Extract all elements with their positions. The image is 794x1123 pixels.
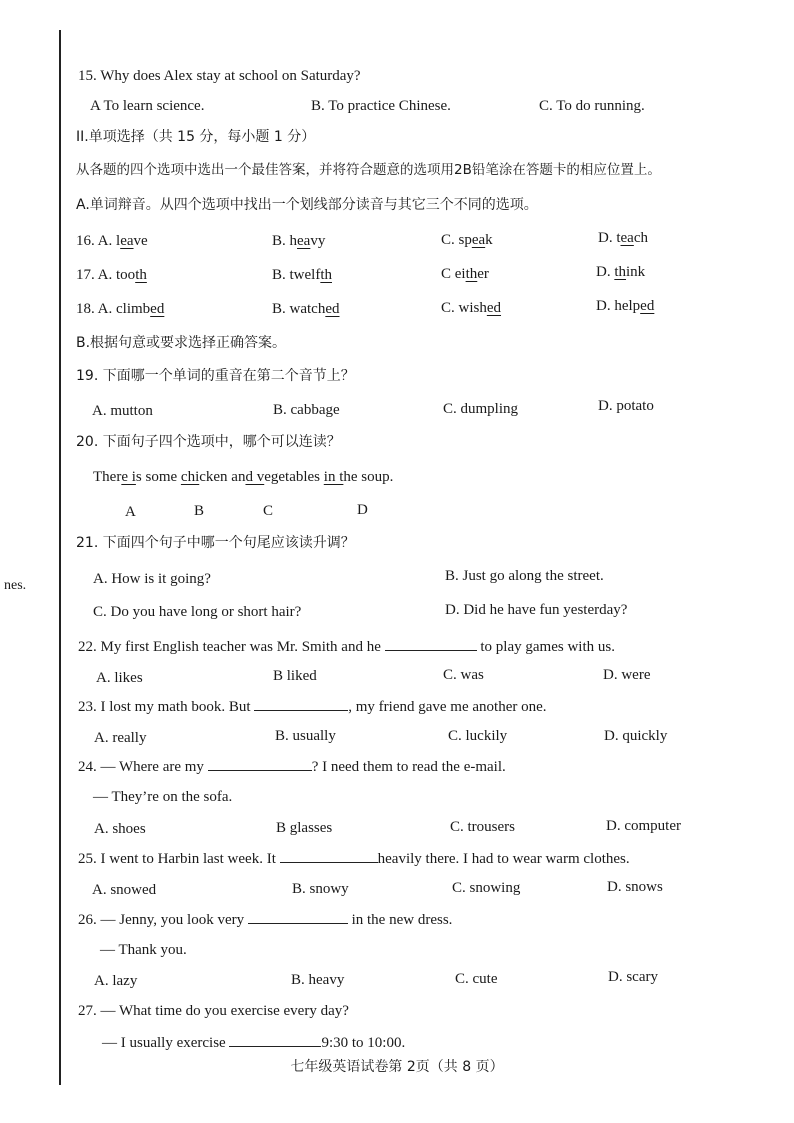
q21-option-b: B. Just go along the street.: [445, 568, 604, 584]
q26-blank: [248, 909, 348, 924]
q21-option-d: D. Did he have fun yesterday?: [445, 602, 628, 618]
q23-stem: 23. I lost my math book. But , my friend gave me another one.: [78, 696, 547, 717]
q16-option-d: D. teach: [598, 230, 648, 246]
q24-option-c: C. trousers: [450, 819, 515, 835]
q26-reply: — Thank you.: [100, 942, 187, 958]
part-b-instruction: B.根据句意或要求选择正确答案。: [76, 335, 287, 351]
margin-fragment: nes.: [4, 578, 27, 593]
q19-option-c: C. dumpling: [443, 401, 519, 417]
q23-option-a: A. really: [94, 730, 147, 746]
q22-blank: [385, 636, 477, 651]
q25-option-c: C. snowing: [452, 880, 521, 896]
q18-option-d: D. helped: [596, 298, 655, 314]
q25-option-d: D. snows: [607, 879, 663, 895]
q23-option-d: D. quickly: [604, 728, 668, 744]
q26-option-c: C. cute: [455, 971, 498, 987]
q24-option-b: B glasses: [276, 820, 333, 836]
q24-option-d: D. computer: [606, 818, 681, 834]
q25-option-a: A. snowed: [92, 882, 157, 898]
q17-option-c: C either: [441, 266, 489, 282]
q15-option-c: C. To do running.: [539, 98, 645, 114]
q20-label-d: D: [357, 502, 368, 518]
page-footer: [0, 1056, 794, 1076]
q24-reply: — They’re on the sofa.: [93, 789, 233, 805]
q16-option-b: B. heavy: [272, 233, 326, 249]
q15-stem: 15. Why does Alex stay at school on Saturday?: [78, 68, 361, 84]
q27-answer-line: — I usually exercise 9:30 to 10:00.: [102, 1032, 405, 1053]
section2-title: II.单项选择（共 15 分，每小题 1 分）: [76, 129, 316, 145]
q22-stem: 22. My first English teacher was Mr. Smith and he to play games with us.: [78, 636, 615, 657]
q23-option-b: B. usually: [275, 728, 336, 744]
q15-option-b: B. To practice Chinese.: [311, 98, 451, 114]
q22-option-d: D. were: [603, 667, 651, 683]
q21-option-a: A. How is it going?: [93, 571, 211, 587]
q24-option-a: A. shoes: [94, 821, 146, 837]
q26-option-b: B. heavy: [291, 972, 345, 988]
q22-option-a: A. likes: [96, 670, 143, 686]
q24-blank: [208, 756, 312, 771]
q19-option-b: B. cabbage: [273, 402, 340, 418]
q27-blank: [229, 1032, 321, 1047]
q17-option-a: 17. A. tooth: [76, 267, 147, 283]
q16-option-c: C. speak: [441, 232, 493, 248]
q15-option-a: A To learn science.: [90, 98, 205, 114]
q19-option-d: D. potato: [598, 398, 654, 414]
q19-stem: 19. 下面哪一个单词的重音在第二个音节上？: [76, 368, 355, 384]
q20-label-b: B: [194, 503, 205, 519]
part-a-instruction: A.单词辩音。从四个选项中找出一个划线部分读音与其它三个不同的选项。: [76, 197, 538, 213]
q21-stem: 21. 下面四个句子中哪一个句尾应该读升调？: [76, 535, 355, 551]
q25-blank: [280, 848, 378, 863]
q26-option-d: D. scary: [608, 969, 658, 985]
q25-option-b: B. snowy: [292, 881, 349, 897]
q17-option-d: D. think: [596, 264, 646, 280]
q24-stem: 24. — Where are my ? I need them to read the e-mail.: [78, 756, 506, 777]
q20-sentence: There is some chicken and vegetables in the soup.: [93, 469, 394, 485]
q22-option-b: B liked: [273, 668, 317, 684]
q26-stem: 26. — Jenny, you look very in the new dress.: [78, 909, 452, 930]
page-footer-text: 七年级英语试卷第 2页（共 8 页）: [290, 1059, 504, 1075]
q18-option-c: C. wished: [441, 300, 502, 316]
q26-option-a: A. lazy: [94, 973, 138, 989]
q23-option-c: C. luckily: [448, 728, 508, 744]
q27-stem: 27. — What time do you exercise every day?: [78, 1003, 349, 1019]
section2-instruction: 从各题的四个选项中选出一个最佳答案，并将符合题意的选项用2B铅笔涂在答题卡的相应位置上。: [76, 162, 661, 178]
q19-option-a: A. mutton: [92, 403, 153, 419]
q18-option-a: 18. A. climbed: [76, 301, 165, 317]
q16-option-a: 16. A. leave: [76, 233, 148, 249]
q22-option-c: C. was: [443, 667, 484, 683]
q23-blank: [254, 696, 348, 711]
q20-stem: 20. 下面句子四个选项中，哪个可以连读？: [76, 434, 341, 450]
q20-label-a: A: [125, 504, 136, 520]
q21-option-c: C. Do you have long or short hair?: [93, 604, 302, 620]
q18-option-b: B. watched: [272, 301, 340, 317]
binding-margin-line: [59, 30, 61, 1085]
q25-stem: 25. I went to Harbin last week. It heavily there. I had to wear warm clothes.: [78, 848, 630, 869]
q20-label-c: C: [263, 503, 274, 519]
q17-option-b: B. twelfth: [272, 267, 332, 283]
